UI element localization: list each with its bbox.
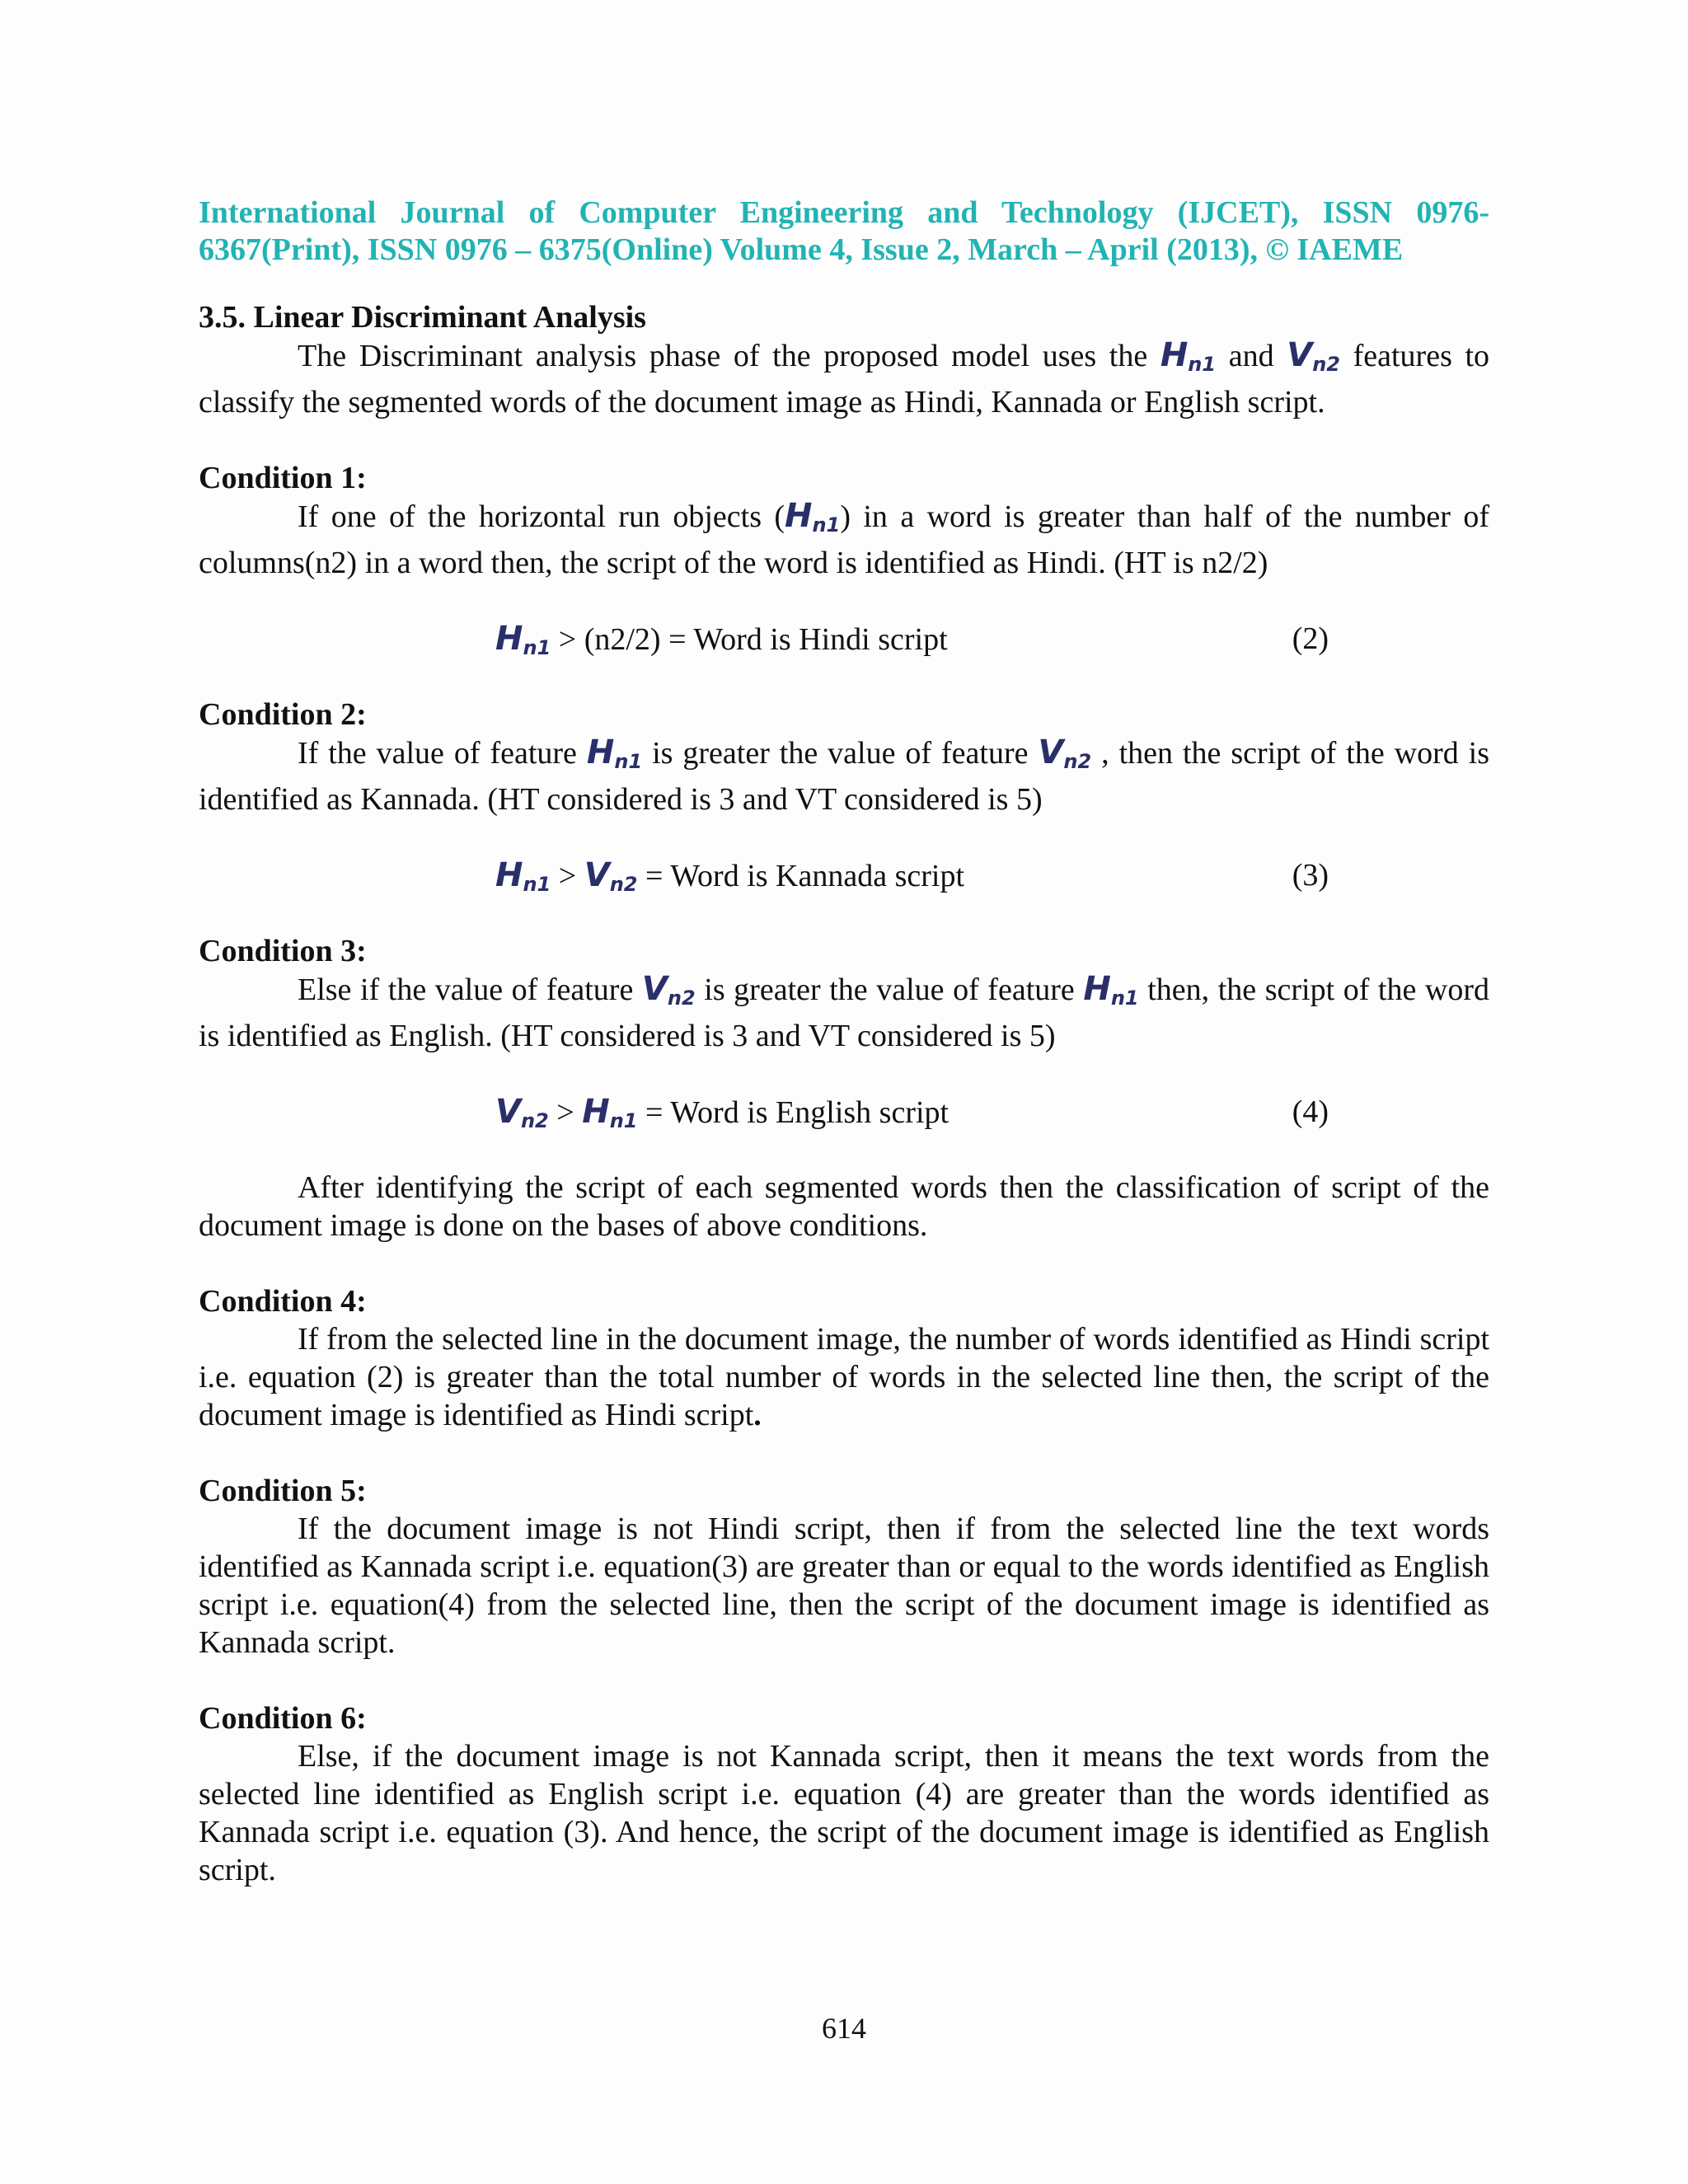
condition-6-title: Condition 6: [199,1701,367,1736]
condition-2-title: Condition 2: [199,697,367,732]
journal-header-line-2: 6367(Print), ISSN 0976 – 6375(Online) Volume 4, Issue 2, March – April (2013), © IAEME [199,232,1404,267]
equation-4-number: (4) [1292,1094,1329,1129]
symbol-h-n1: $H_{n1}$ [785,497,841,537]
condition-4-text: If from the selected line in the document image, the number of words identified as Hindi script i.e. equation (2) is greater than the total number of words in the selected line then, the script of the document image is identified as Hindi script. [199,1322,1489,1432]
symbol-v-n2: $V_{n2}$ [495,1093,549,1132]
equation-2 [199,620,1489,658]
symbol-v-n2: $V_{n2}$ [1287,336,1340,376]
symbol-h-n1: $H_{n1}$ [586,733,643,773]
equation-3-number: (3) [1292,858,1329,893]
page-number: 614 [822,2012,866,2045]
journal-header-line-1: International Journal of Computer Engineering and Technology (IJCET), ISSN 0976- [199,195,1489,230]
condition-1-title: Condition 1: [199,461,367,495]
condition-5-text: If the document image is not Hindi script, then if from the selected line the text words identified as Kannada script i.e. equation(3) are greater than or equal to the words identified as English script i.e. equation(4) from the selected line, then the script of the document image is identified as Kannada script. [199,1511,1489,1660]
intro-text-b: and [1228,339,1274,373]
symbol-v-n2: $V_{n2}$ [641,970,696,1010]
condition-1-text: If one of the horizontal run objects $(H_{n1})$ in a word is greater than half of the number of columns(n2) in a word then, the script of the word is identified as Hindi. (HT is n2/2) [199,497,1489,580]
symbol-v-n2: $V_{n2}$ [584,856,638,896]
equation-4 [199,1093,1489,1131]
condition-5-title: Condition 5: [199,1474,367,1508]
equation-3-body: $H_{n1} > V_{n2}$ = Word is Kannada script [495,856,965,896]
symbol-h-n1: $H_{n1}$ [495,856,551,896]
journal-header [199,194,1489,269]
paper-body [199,298,1489,1889]
condition-3-text: Else if the value of feature $V_{n2}$ is greater the value of feature $H_{n1}$ then, the script of the word is identified as English. (HT considered is 3 and VT considered is 5) [199,970,1490,1053]
equation-4-body: $V_{n2} > H_{n1}$ = Word is English script [495,1093,950,1132]
equation-2-number: (2) [1292,621,1329,656]
symbol-h-n1: $H_{n1}$ [495,620,551,659]
classification-paragraph: After identifying the script of each segmented words then the classification of script of the document image is done on the bases of above conditions. [199,1170,1489,1243]
equation-3 [199,856,1489,894]
condition-6-text: Else, if the document image is not Kannada script, then it means the text words from the selected line identified as English script i.e. equation (4) are greater than the words identified as Kannada script i.e. equation (3). And hence, the script of the document image is identified as English script. [199,1739,1489,1887]
condition-3-title: Condition 3: [199,934,367,968]
symbol-h-n1: $H_{n1}$ [1160,336,1217,376]
section-intro [199,336,1489,421]
equation-2-body: $H_{n1} > (n2/2)$ = Word is Hindi script [495,620,948,659]
section-title: 3.5. Linear Discriminant Analysis [199,300,646,335]
symbol-h-n1: $H_{n1}$ [1083,970,1139,1010]
condition-2-text: If the value of feature $H_{n1}$ is greater the value of feature $V_{n2}$ , then the script of the word is identified as Kannada. (HT considered is 3 and VT considered is 5) [199,733,1490,817]
symbol-v-n2: $V_{n2}$ [1038,733,1092,773]
intro-text-c: features to classify the segmented words of the document image as Hindi, Kannada or English script. [199,339,1490,419]
symbol-h-n1: $H_{n1}$ [582,1093,638,1132]
condition-4-title: Condition 4: [199,1284,367,1319]
intro-text-a: The Discriminant analysis phase of the proposed model uses the [298,339,1148,373]
